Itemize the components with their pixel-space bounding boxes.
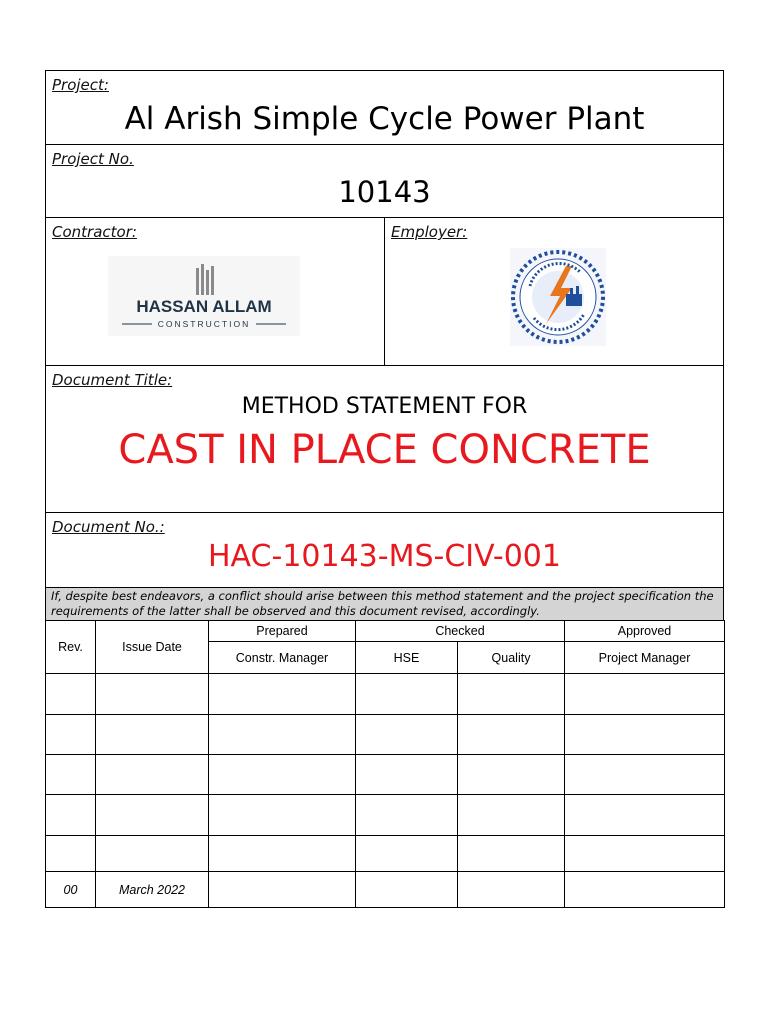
rev-cell: 00: [46, 872, 96, 908]
project-name: Al Arish Simple Cycle Power Plant: [124, 101, 645, 137]
conflict-note: If, despite best endeavors, a conflict should arise between this method statement and the project specification the requirements of the latter shall be observed and this document revised, accordingly.: [45, 587, 724, 620]
signature-cell: [458, 715, 565, 755]
parties-section: [45, 217, 724, 365]
rev-cell: [46, 715, 96, 755]
date-cell: [96, 715, 209, 755]
signature-cell: [209, 795, 356, 836]
contractor-label: Contractor:: [52, 223, 137, 241]
signature-cell: [565, 674, 725, 715]
signature-cell: [356, 836, 458, 872]
document-no-section: [45, 512, 724, 587]
signature-cell: [458, 795, 565, 836]
hse-header: HSE: [356, 642, 458, 674]
revision-table: [45, 620, 725, 908]
signature-cell: [209, 674, 356, 715]
date-cell: [96, 755, 209, 795]
approved-header: Approved: [565, 621, 725, 642]
table-row: [46, 674, 725, 715]
quality-header: Quality: [458, 642, 565, 674]
cover-sheet: [45, 70, 724, 908]
employer-logo: [510, 248, 606, 346]
employer-cell: [385, 218, 723, 365]
document-title-label: Document Title:: [52, 371, 173, 389]
contractor-logo-name: HASSAN ALLAM: [136, 297, 272, 316]
rev-header: Rev.: [46, 621, 96, 674]
signature-cell: [565, 755, 725, 795]
signature-cell: [209, 715, 356, 755]
document-no-label: Document No.:: [52, 518, 165, 536]
project-no-label: Project No.: [52, 150, 134, 168]
date-cell: [96, 674, 209, 715]
rev-cell: [46, 836, 96, 872]
signature-cell: [565, 872, 725, 908]
signature-cell: [356, 674, 458, 715]
date-cell: [96, 836, 209, 872]
table-row: [46, 872, 725, 908]
signature-cell: [356, 715, 458, 755]
project-section: [45, 70, 724, 144]
table-row: [46, 836, 725, 872]
signature-cell: [458, 836, 565, 872]
table-row: [46, 795, 725, 836]
date-cell: [96, 795, 209, 836]
checked-header: Checked: [356, 621, 565, 642]
rev-cell: [46, 755, 96, 795]
signature-cell: [209, 836, 356, 872]
employer-label: Employer:: [391, 223, 468, 241]
header-row-1: [46, 621, 725, 642]
project-label: Project:: [52, 76, 109, 94]
project-no-value: 10143: [338, 175, 431, 209]
table-row: [46, 715, 725, 755]
signature-cell: [356, 795, 458, 836]
signature-cell: [565, 715, 725, 755]
signature-cell: [356, 872, 458, 908]
document-title-line1: METHOD STATEMENT FOR: [241, 394, 528, 419]
signature-cell: [458, 674, 565, 715]
table-row: [46, 755, 725, 795]
constr-manager-header: Constr. Manager: [209, 642, 356, 674]
project-no-section: [45, 144, 724, 217]
signature-cell: [458, 755, 565, 795]
prepared-header: Prepared: [209, 621, 356, 642]
contractor-cell: [46, 218, 385, 365]
east-delta-logo-mark: [510, 248, 606, 346]
signature-cell: [458, 872, 565, 908]
rev-cell: [46, 795, 96, 836]
document-no-value: HAC-10143-MS-CIV-001: [208, 539, 561, 574]
document-title-line2: CAST IN PLACE CONCRETE: [118, 427, 651, 473]
document-title-section: [45, 365, 724, 512]
rev-cell: [46, 674, 96, 715]
signature-cell: [565, 836, 725, 872]
signature-cell: [565, 795, 725, 836]
date-cell: March 2022: [96, 872, 209, 908]
signature-cell: [209, 872, 356, 908]
hassan-allam-logo-mark: [108, 256, 300, 336]
issue-date-header: Issue Date: [96, 621, 209, 674]
contractor-logo-sub: CONSTRUCTION: [157, 319, 251, 329]
project-manager-header: Project Manager: [565, 642, 725, 674]
signature-cell: [209, 755, 356, 795]
contractor-logo: [108, 256, 300, 336]
signature-cell: [356, 755, 458, 795]
